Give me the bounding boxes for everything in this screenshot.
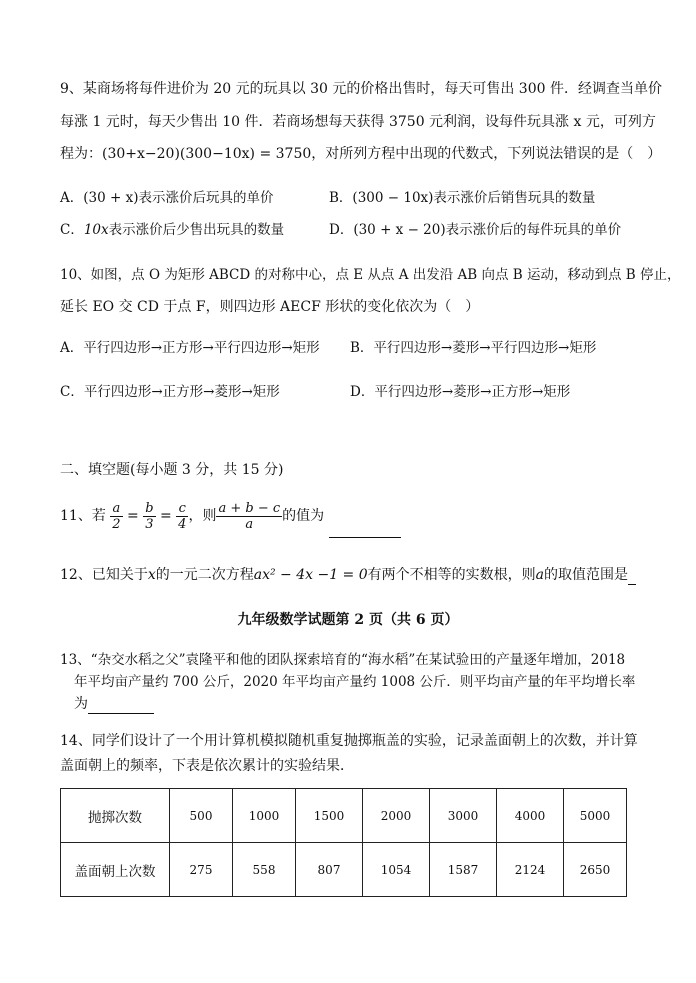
q9-option-d: [329, 220, 621, 240]
numerator: a + b − c: [218, 500, 281, 516]
q10-option-a: A．平行四边形→正方形→平行四边形→矩形: [60, 340, 320, 356]
q10-line-1: 10、如图，点 O 为矩形 ABCD 的对称中心，点 E 从点 A 出发沿 AB 向点 B 运动，移动到点 B 停止，: [60, 267, 681, 283]
option-label: B．: [329, 190, 353, 206]
q13-line-3: [74, 694, 154, 714]
table-cell: 500: [170, 789, 233, 843]
table-row: [61, 789, 627, 843]
q10-line-2: 延长 EO 交 CD 于点 F，则四边形 AECF 形状的变化依次为（ ）: [60, 299, 480, 315]
denominator: 3: [145, 516, 154, 532]
q12-equation: ax² − 4x −1 = 0: [253, 567, 368, 583]
q10-option-c: C．平行四边形→正方形→菱形→矩形: [60, 384, 280, 400]
table-cell: 1500: [296, 789, 363, 843]
q14-line-2: 盖面朝上的频率，下表是依次累计的实验结果．: [60, 758, 354, 774]
numerator: c: [176, 501, 188, 517]
table-cell: 275: [170, 843, 233, 897]
answer-blank[interactable]: [628, 568, 636, 585]
q9-line-3-suffix: ，对所列方程中出现的代数式，下列说法错误的是（ ）: [311, 146, 662, 162]
answer-blank[interactable]: [329, 521, 401, 538]
fraction-abc-over-a: [216, 501, 282, 532]
table-row-header: 盖面朝上次数: [61, 843, 170, 897]
q13-line-3-text: 为: [74, 696, 88, 712]
q13-line-1: 13、“杂交水稻之父”袁隆平和他的团队探索培育的“海水稻”在某试验田的产量逐年增加，2018: [60, 652, 626, 668]
q10-option-b: B．平行四边形→菱形→平行四边形→矩形: [350, 340, 597, 356]
table-cell: 1587: [430, 843, 497, 897]
numerator: b: [145, 500, 154, 516]
option-text: 表示涨价后玩具的单价: [138, 190, 274, 206]
table-cell: 1000: [233, 789, 296, 843]
option-expression: (300 − 10x): [352, 190, 434, 206]
option-text: 表示涨价后销售玩具的数量: [433, 190, 596, 206]
answer-blank[interactable]: [88, 697, 154, 714]
q9-option-b: [329, 188, 595, 208]
q9-line-3: [60, 144, 661, 164]
option-label: D．: [329, 222, 354, 238]
q11-mid-text: ，则: [188, 508, 217, 524]
option-label: C．: [60, 222, 84, 238]
section-heading: 二、填空题(每小题 3 分，共 15 分): [60, 462, 284, 478]
option-label: A．: [60, 190, 84, 206]
option-expression: (30 + x): [83, 190, 139, 206]
q13-line-2: 年平均亩产量约 700 公斤，2020 年平均亩产量约 1008 公斤．则平均亩产量的年平均增长率: [74, 674, 636, 690]
table-cell: 2124: [497, 843, 564, 897]
q12-line: [60, 565, 636, 585]
q11-suffix: 的值为: [282, 508, 325, 524]
table-cell: 5000: [564, 789, 627, 843]
table-cell: 1054: [363, 843, 430, 897]
table-row: [61, 843, 627, 897]
q12-prefix: 12、已知关于: [60, 567, 148, 583]
table-cell: 3000: [430, 789, 497, 843]
q11-prefix: 11、若: [60, 508, 106, 524]
q9-equation: (30+x−20)(300−10x) = 3750: [102, 146, 312, 162]
table-cell: 558: [233, 843, 296, 897]
q9-option-c: [60, 220, 284, 240]
denominator: 4: [178, 516, 187, 532]
fraction-c-over-4: [176, 501, 188, 532]
table-cell: 2650: [564, 843, 627, 897]
q11-line: [60, 494, 401, 538]
variable-x: x: [147, 567, 156, 583]
denominator: a: [245, 516, 254, 532]
q14-line-1: 14、同学们设计了一个用计算机模拟随机重复抛掷瓶盖的实验，记录盖面朝上的次数，并计算: [60, 733, 638, 749]
fraction-b-over-3: [143, 501, 155, 532]
q9-line-2: 每涨 1 元时，每天少售出 10 件．若商场想每天获得 3750 元利润，设每件玩具涨 x 元，可列方: [60, 114, 656, 130]
experiment-table: [60, 788, 627, 897]
table-row-header: 抛掷次数: [61, 789, 170, 843]
equals-sign: =: [159, 508, 172, 524]
denominator: 2: [112, 516, 121, 532]
table-cell: 807: [296, 843, 363, 897]
table-cell: 2000: [363, 789, 430, 843]
q10-option-d: D．平行四边形→菱形→正方形→矩形: [350, 384, 571, 400]
option-text: 表示涨价后少售出玩具的数量: [108, 222, 285, 238]
q9-option-a: [60, 188, 273, 208]
q9-line-1: 9、某商场将每件进价为 20 元的玩具以 30 元的价格出售时，每天可售出 300 件．经调查当单价: [60, 81, 662, 97]
fraction-a-over-2: [110, 501, 122, 532]
q12-mid: 的一元二次方程: [155, 567, 254, 583]
variable-a: a: [535, 567, 545, 583]
option-expression: 10x: [83, 222, 109, 238]
q12-suffix: 有两个不相等的实数根，则: [367, 567, 536, 583]
numerator: a: [110, 501, 122, 517]
table-cell: 4000: [497, 789, 564, 843]
page-footer: 九年级数学试题第 2 页（共 6 页）: [237, 612, 459, 628]
equals-sign: =: [127, 508, 139, 524]
option-text: 表示涨价后的每件玩具的单价: [445, 222, 622, 238]
q12-end: 的取值范围是: [544, 567, 629, 583]
option-expression: (30 + x − 20): [353, 222, 446, 238]
q9-line-3-prefix: 程为：: [60, 146, 102, 162]
